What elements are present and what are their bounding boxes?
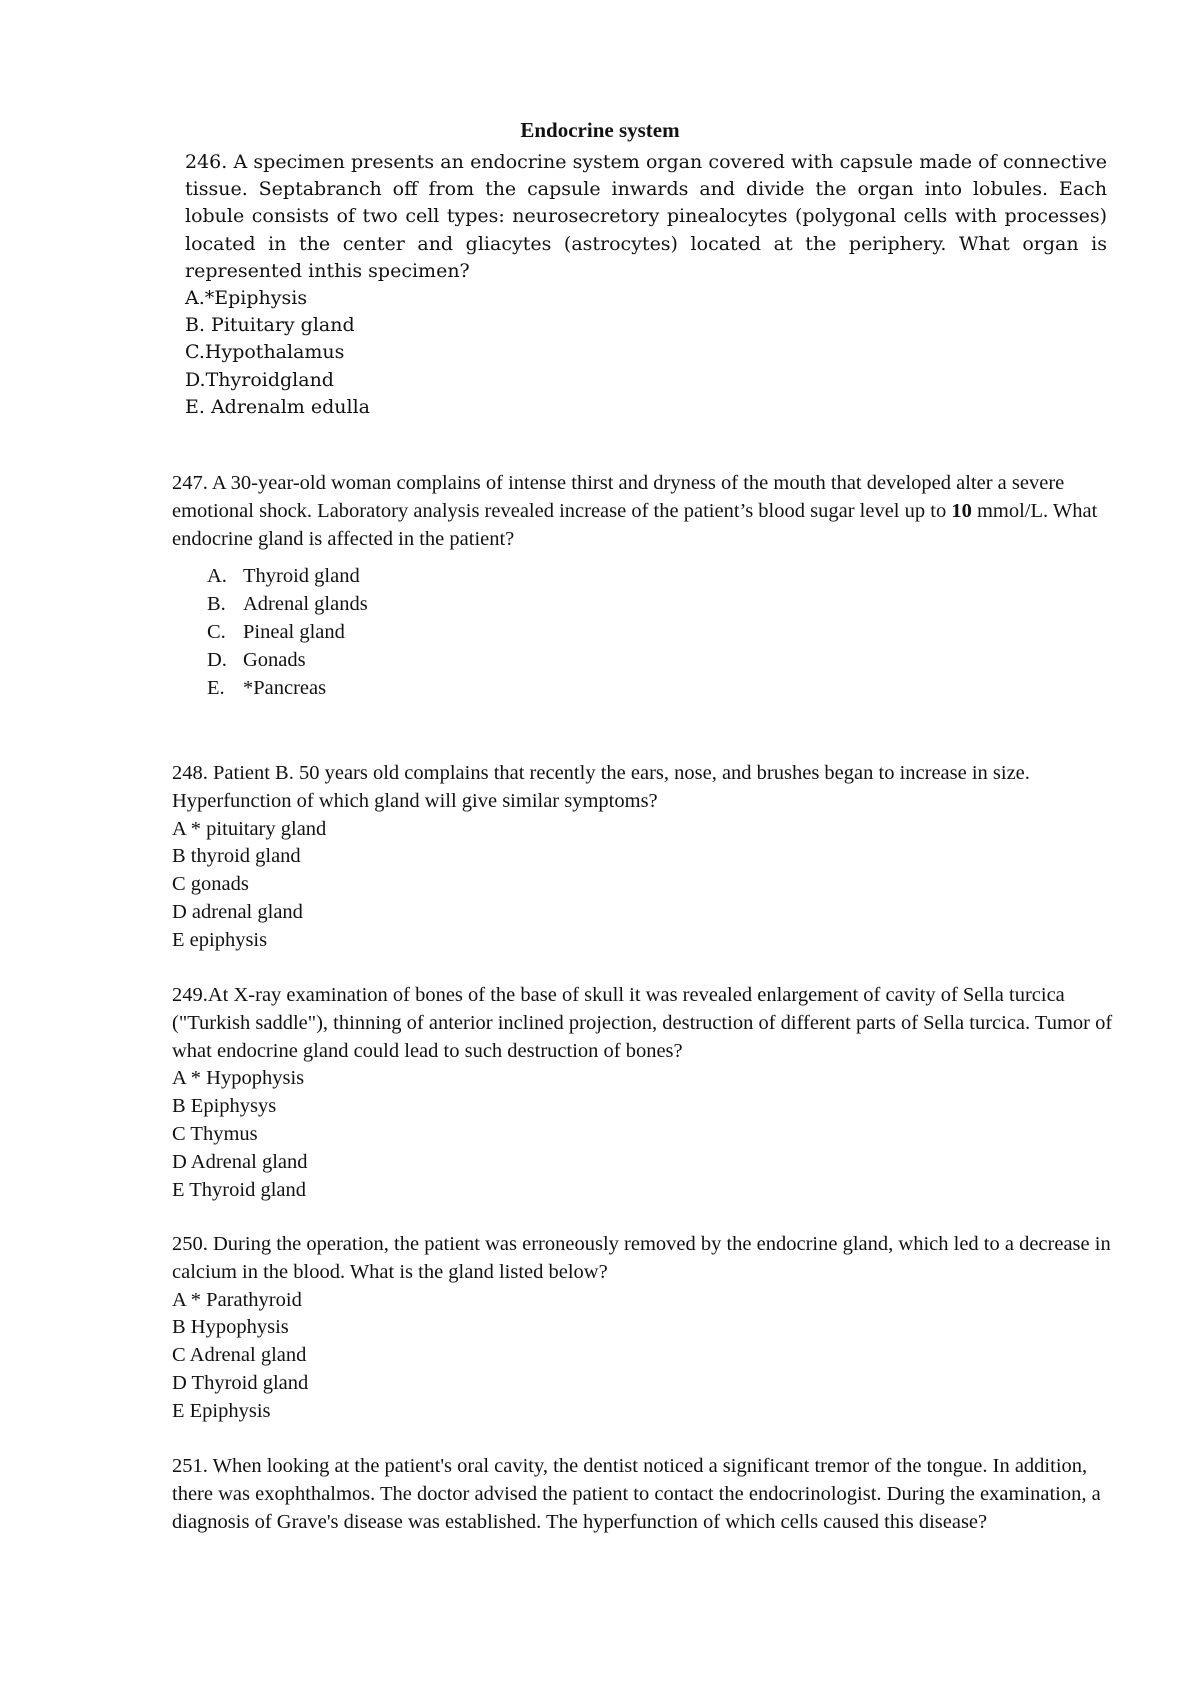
answer-option: E. Adrenalm edulla — [185, 395, 370, 418]
answer-option: E Epiphysis — [172, 1399, 271, 1422]
answer-option — [172, 647, 1127, 675]
option-letter: C. — [207, 620, 226, 643]
answer-option: A * pituitary gland — [172, 817, 327, 840]
option-text: Thyroid gland — [243, 565, 360, 588]
answer-option: E Thyroid gland — [172, 1178, 306, 1201]
question-247 — [172, 470, 1127, 702]
answer-option: D adrenal gland — [172, 900, 303, 923]
option-letter: A. — [207, 565, 227, 588]
answer-option: B Hypophysis — [172, 1316, 289, 1339]
question-stem: 251. When looking at the patient's oral cavity, the dentist noticed a significant tremor of the tongue. In addition, there was exophthalmos. The doctor advised the patient to contact the endocrinologist. During the examination, a diagnosis of Grave's disease was established. The hyperfunction of which cells caused this disease? — [172, 1455, 1101, 1533]
answer-option: B. Pituitary gland — [185, 314, 355, 337]
question-stem-text: 247. A 30-year-old woman complains of intense thirst and dryness of the mouth that developed alter a severe emotional shock. Laboratory analysis revealed increase of the patient’s blood sugar level up to — [172, 472, 1065, 522]
option-text: Adrenal glands — [243, 593, 368, 616]
question-stem: 250. During the operation, the patient was erroneously removed by the endocrine gland, which led to a decrease in calcium in the blood. What is the gland listed below? — [172, 1233, 1111, 1283]
option-text: *Pancreas — [243, 676, 327, 699]
answer-option — [172, 675, 1127, 703]
answer-option: D Adrenal gland — [172, 1150, 308, 1173]
answer-option: C.Hypothalamus — [185, 341, 345, 364]
blood-sugar-value: 10 — [951, 499, 972, 522]
answer-option: D.Thyroidgland — [185, 368, 334, 391]
answer-option — [172, 563, 1127, 591]
question-250 — [172, 1231, 1127, 1426]
question-stem: 248. Patient B. 50 years old complains that recently the ears, nose, and brushes began to increase in size. Hyperfunction of which gland will give similar symptoms? — [172, 762, 1030, 812]
option-letter: E. — [207, 676, 225, 699]
answer-option: C gonads — [172, 873, 249, 896]
answer-option — [172, 591, 1127, 619]
answer-option: E epiphysis — [172, 928, 268, 951]
answer-option: D Thyroid gland — [172, 1371, 309, 1394]
question-stem-text: mmol/L. What endocrine gland is affected in the patient? — [172, 499, 1098, 550]
option-letter: B. — [207, 593, 226, 616]
answer-list — [172, 563, 1127, 702]
question-stem — [172, 470, 1127, 553]
answer-option: C Thymus — [172, 1122, 258, 1145]
option-text: Pineal gland — [243, 620, 345, 643]
answer-option: B Epiphysys — [172, 1095, 277, 1118]
page-title: Endocrine system — [520, 118, 680, 142]
question-246 — [185, 149, 1107, 421]
option-letter: D. — [207, 648, 227, 671]
question-248 — [172, 760, 1127, 955]
question-251 — [172, 1453, 1127, 1536]
answer-option: A.*Epiphysis — [185, 287, 308, 310]
answer-option — [172, 619, 1127, 647]
question-stem: 249.At X-ray examination of bones of the base of skull it was revealed enlargement of cavity of Sella turcica ("Turkish saddle"), thinning of anterior inclined projection, destruction of different parts of Sella turcica. Tumor of what endocrine gland could lead to such destruction of bones? — [172, 984, 1113, 1062]
answer-option: A * Parathyroid — [172, 1288, 302, 1311]
answer-option: A * Hypophysis — [172, 1067, 305, 1090]
answer-option: C Adrenal gland — [172, 1344, 307, 1367]
option-text: Gonads — [243, 648, 306, 671]
question-249 — [172, 982, 1127, 1204]
answer-option: B thyroid gland — [172, 845, 301, 868]
question-stem: 246. A specimen presents an endocrine system organ covered with capsule made of connective tissue. Septabranch off from the capsule inwards and divide the organ into lobules. Each lobule consists of two cell types: neurosecretory pinealocytes (polygonal cells with processes) located in the center and gliacytes (astrocytes) located at the periphery. What organ is represented inthis specimen? — [185, 151, 1107, 282]
